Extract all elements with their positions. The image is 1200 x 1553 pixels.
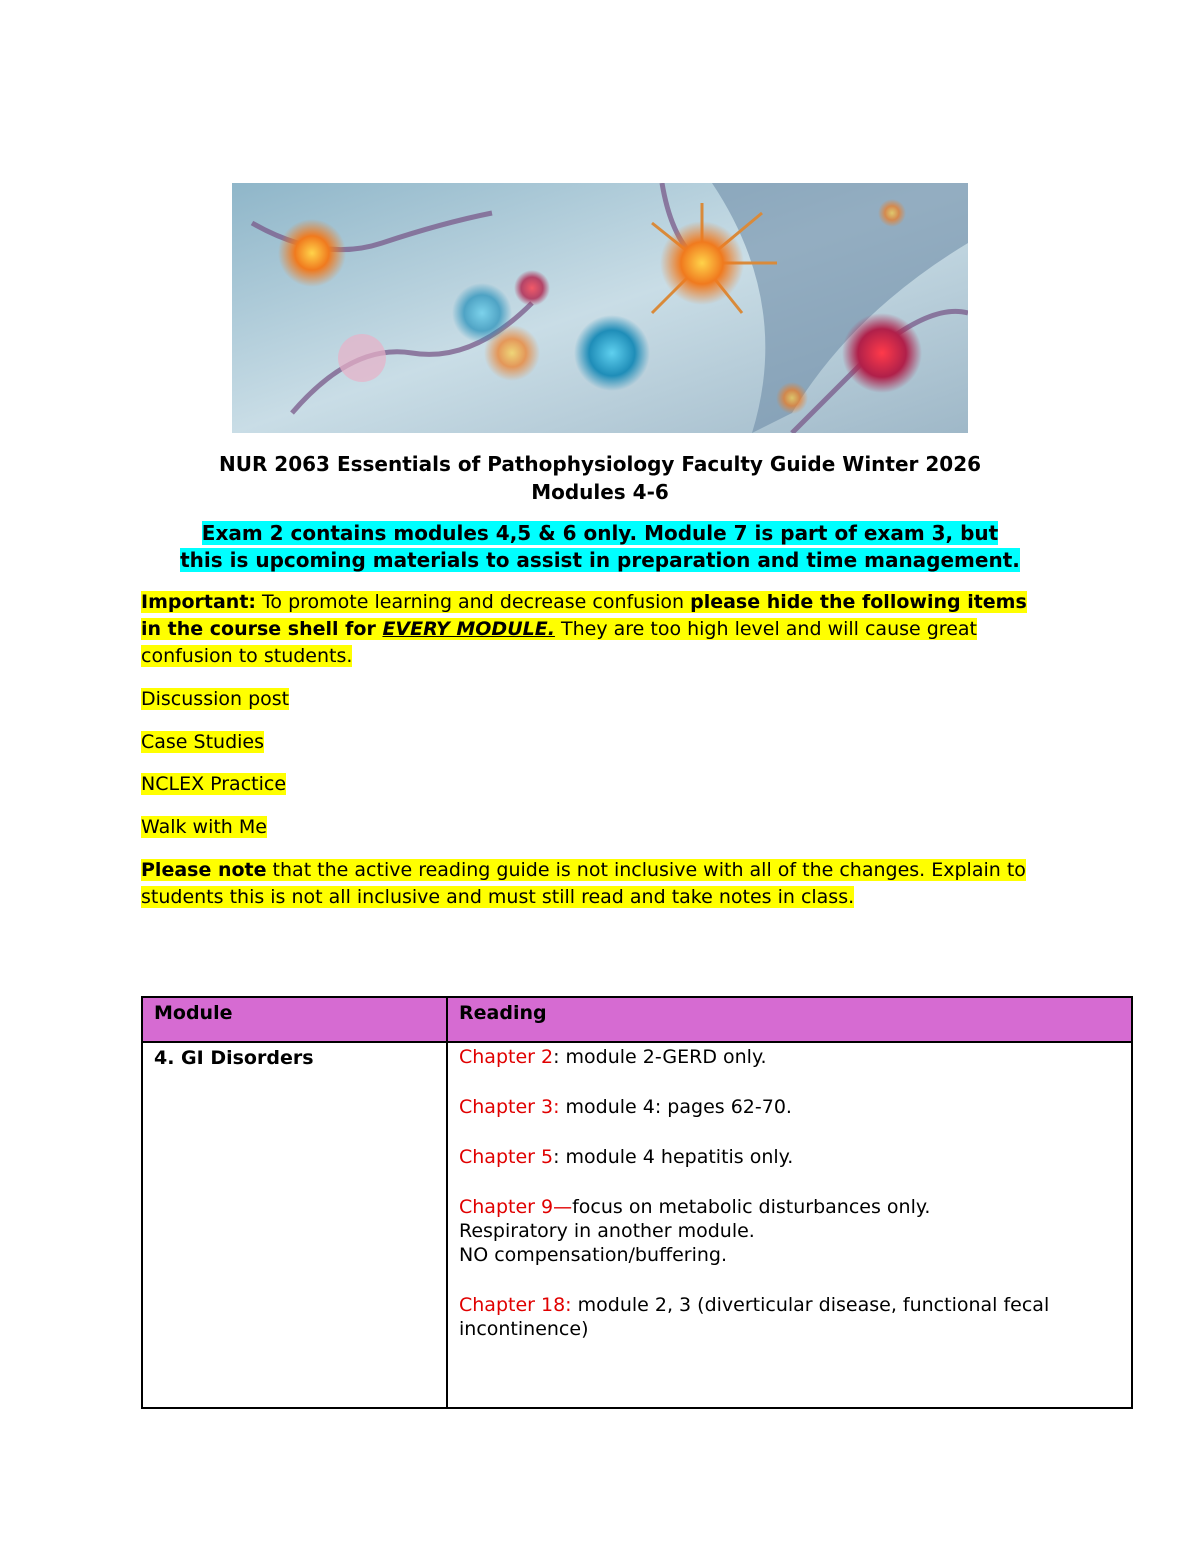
chapter-detail: : module 2-GERD only. <box>553 1046 767 1068</box>
hide-item <box>141 686 1041 713</box>
important-bold-text: please hide the following items in the course shell for <box>141 591 1027 640</box>
page-subtitle: Modules 4-6 <box>531 480 669 504</box>
reading-list <box>448 1043 1131 1341</box>
important-text-2: They are too high level and will cause great confusion to students. <box>141 618 977 667</box>
exam-notice-line-2: this is upcoming materials to assist in preparation and time management. <box>180 548 1020 572</box>
reading-item <box>459 1195 1121 1267</box>
hide-item <box>141 771 1041 798</box>
chapter-label: Chapter 5 <box>459 1146 554 1168</box>
chapter-detail-extra: Respiratory in another module. <box>459 1220 755 1242</box>
note-label: Please note <box>141 859 267 881</box>
hide-item-discussion-post: Discussion post <box>141 688 290 710</box>
reading-item <box>459 1045 1121 1069</box>
reading-item <box>459 1145 1121 1169</box>
every-module-emphasis: EVERY MODULE. <box>382 618 555 640</box>
hide-item <box>141 814 1041 841</box>
chapter-detail: module 2, 3 (diverticular disease, functional fecal incontinence) <box>459 1294 1050 1340</box>
chapter-label: Chapter 18: <box>459 1294 572 1316</box>
important-paragraph <box>141 589 1041 670</box>
important-text-1: To promote learning and decrease confusion <box>256 591 691 613</box>
chapter-label: Chapter 9— <box>459 1196 573 1218</box>
reading-item <box>459 1293 1121 1341</box>
hide-item-nclex-practice: NCLEX Practice <box>141 773 287 795</box>
important-label: Important: <box>141 591 257 613</box>
hide-item-walk-with-me: Walk with Me <box>141 816 267 838</box>
chapter-detail-extra: NO compensation/buffering. <box>459 1244 728 1266</box>
header-reading: Reading <box>459 1002 547 1024</box>
exam-notice <box>0 520 1200 574</box>
header-module: Module <box>154 1002 233 1024</box>
chapter-detail: : module 4 hepatitis only. <box>553 1146 794 1168</box>
reading-table <box>141 996 1133 1409</box>
chapter-detail: module 4: pages 62-70. <box>559 1096 792 1118</box>
hide-item <box>141 729 1041 756</box>
chapter-detail: focus on metabolic disturbances only. <box>572 1196 931 1218</box>
reading-item <box>459 1095 1121 1119</box>
chapter-label: Chapter 2 <box>459 1046 554 1068</box>
neuron-banner-image <box>232 183 968 433</box>
note-paragraph <box>141 857 1041 911</box>
table-header-row <box>142 997 1132 1042</box>
hide-item-case-studies: Case Studies <box>141 731 265 753</box>
page-title: NUR 2063 Essentials of Pathophysiology Faculty Guide Winter 2026 <box>218 452 982 476</box>
note-text: that the active reading guide is not inclusive with all of the changes. Explain to students this is not all inclusive and must still read and take notes in class. <box>141 859 1026 908</box>
table-row <box>142 1042 1132 1408</box>
module-name: 4. GI Disorders <box>154 1047 314 1069</box>
exam-notice-line-1: Exam 2 contains modules 4,5 & 6 only. Module 7 is part of exam 3, but <box>201 521 999 545</box>
chapter-label: Chapter 3: <box>459 1096 560 1118</box>
